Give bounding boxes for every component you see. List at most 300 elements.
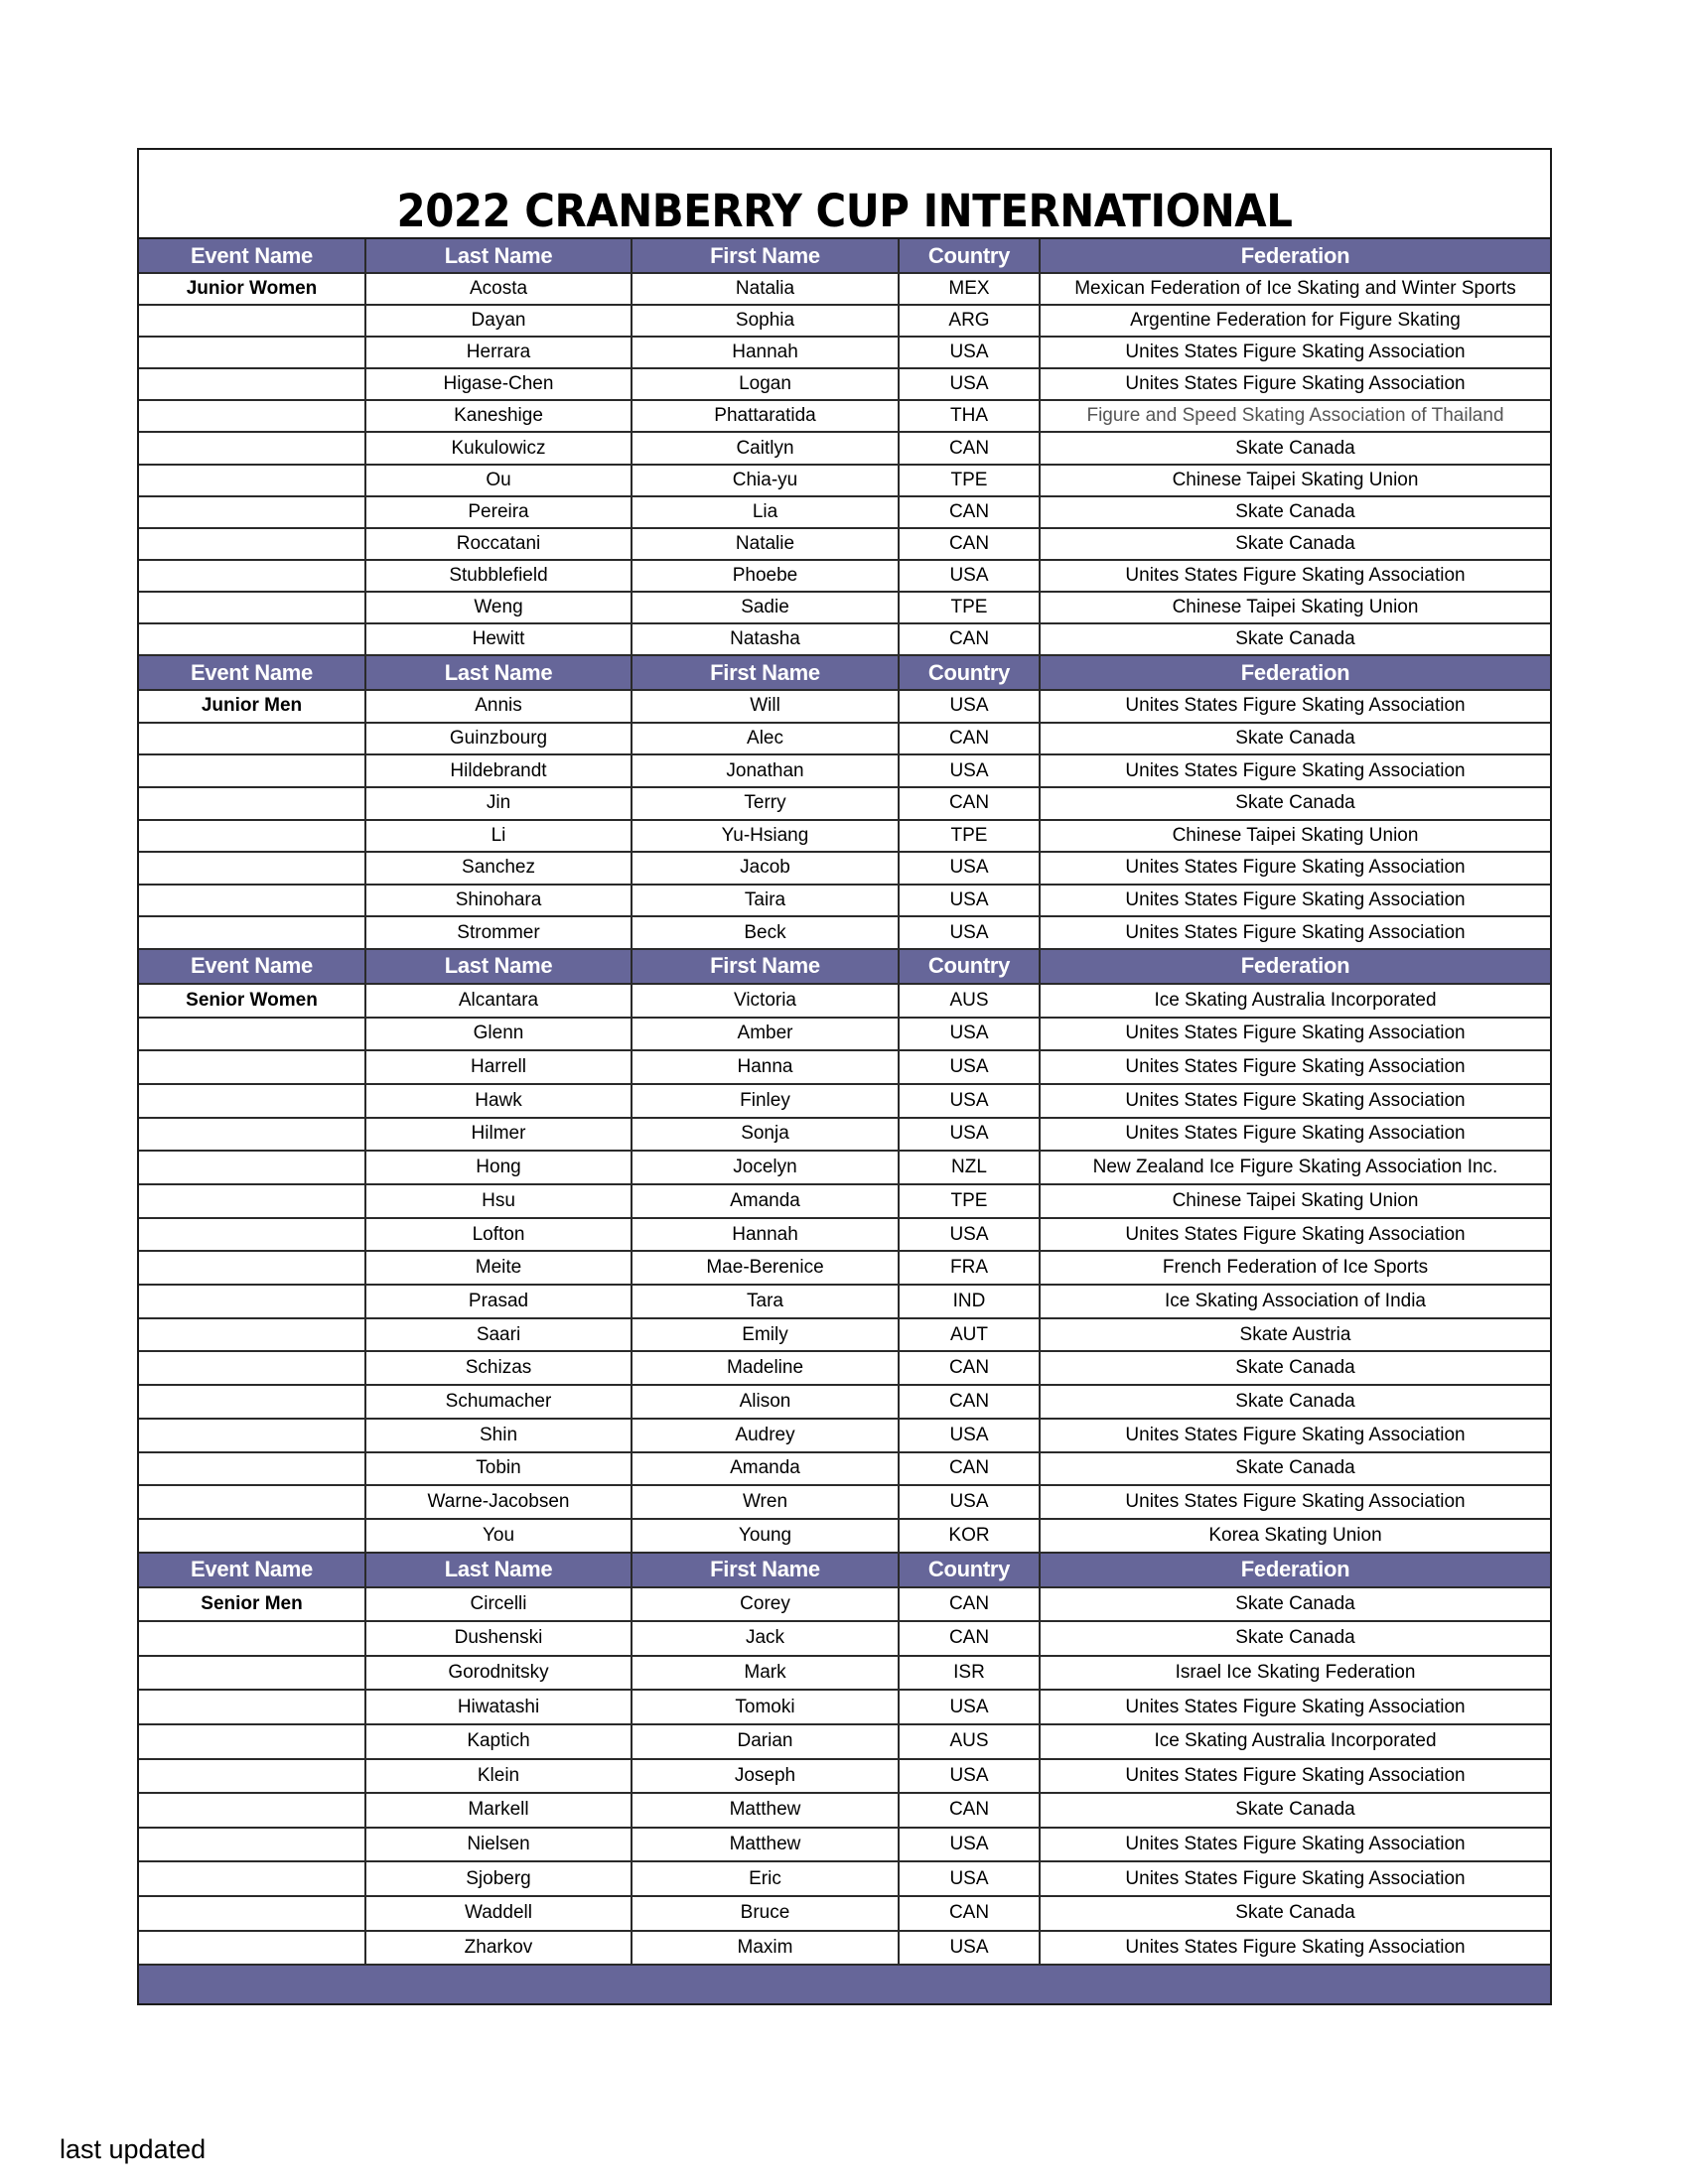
last-name-cell: Guinzbourg [366, 724, 633, 754]
last-name-cell: Acosta [366, 274, 633, 304]
federation-cell: French Federation of Ice Sports [1162, 1257, 1429, 1279]
country-cell: CAN [900, 1622, 1041, 1655]
event-name-cell [139, 1152, 366, 1183]
first-name-cell: Jacob [633, 853, 900, 884]
last-name-cell: Schizas [366, 1352, 633, 1384]
country-cell: USA [900, 1760, 1041, 1793]
last-name-cell: Hildebrandt [366, 755, 633, 786]
first-name-cell: Sophia [633, 306, 900, 336]
country-cell: CAN [900, 624, 1041, 654]
last-name-cell: Higase-Chen [366, 369, 633, 399]
last-name-cell: Pereira [366, 497, 633, 527]
last-name-cell: Herrara [366, 338, 633, 367]
federation-cell: Unites States Figure Skating Association [1125, 341, 1466, 363]
country-cell: USA [900, 917, 1041, 948]
event-name-cell [139, 1386, 366, 1418]
country-cell: AUT [900, 1319, 1041, 1351]
federation-cell: Unites States Figure Skating Association [1125, 1424, 1466, 1445]
event-name-cell [139, 1932, 366, 1965]
federation-cell: Unites States Figure Skating Association [1125, 1223, 1466, 1245]
table-row [139, 1453, 1550, 1487]
event-name-cell [139, 401, 366, 431]
last-name-cell: Harrell [366, 1051, 633, 1083]
event-name-cell [139, 593, 366, 622]
federation-cell: Unites States Figure Skating Association [1125, 921, 1466, 943]
table-row [139, 691, 1550, 724]
country-cell: TPE [900, 593, 1041, 622]
first-name-cell: Tara [633, 1286, 900, 1317]
table-row [139, 755, 1550, 788]
last-updated-label: last updated [60, 2134, 207, 2164]
country-cell: AUS [900, 985, 1041, 1017]
table-row [139, 1119, 1550, 1153]
federation-cell: Skate Canada [1235, 728, 1355, 750]
first-name-cell: Alec [633, 724, 900, 754]
first-name-cell: Phattaratida [633, 401, 900, 431]
table-row [139, 1691, 1550, 1725]
federation-cell: Unites States Figure Skating Association [1125, 373, 1466, 395]
federation-cell: Mexican Federation of Ice Skating and Winter Sports [1074, 278, 1516, 300]
first-name-cell: Corey [633, 1588, 900, 1621]
country-cell: NZL [900, 1152, 1041, 1183]
event-name-cell [139, 561, 366, 591]
first-name-cell: Natalie [633, 529, 900, 559]
event-name-cell: Junior Women [139, 274, 366, 304]
last-name-cell: Strommer [366, 917, 633, 948]
first-name-cell: Darian [633, 1725, 900, 1758]
federation-cell: Skate Canada [1235, 500, 1355, 522]
last-name-cell: Weng [366, 593, 633, 622]
last-name-cell: Schumacher [366, 1386, 633, 1418]
last-name-cell: Shin [366, 1420, 633, 1451]
federation-cell: Skate Canada [1235, 437, 1355, 459]
roster-sheet [137, 148, 1552, 2005]
first-name-cell: Natalia [633, 274, 900, 304]
table-row [139, 274, 1550, 306]
table-row [139, 1420, 1550, 1453]
event-name-cell [139, 1760, 366, 1793]
country-cell: USA [900, 1219, 1041, 1251]
column-header-federation: Federation [1240, 953, 1350, 979]
first-name-cell: Natasha [633, 624, 900, 654]
event-name-cell [139, 724, 366, 754]
column-header-first: First Name [633, 950, 900, 983]
event-name-cell [139, 1420, 366, 1451]
country-cell: CAN [900, 724, 1041, 754]
table-row [139, 788, 1550, 821]
country-cell: CAN [900, 497, 1041, 527]
table-row [139, 1829, 1550, 1863]
federation-cell: Unites States Figure Skating Association [1125, 564, 1466, 586]
table-row [139, 1386, 1550, 1420]
country-cell: IND [900, 1286, 1041, 1317]
table-row [139, 853, 1550, 886]
country-cell: USA [900, 853, 1041, 884]
country-cell: CAN [900, 433, 1041, 463]
first-name-cell: Sadie [633, 593, 900, 622]
column-header-first: First Name [633, 656, 900, 689]
table-row [139, 1185, 1550, 1219]
last-name-cell: Hawk [366, 1085, 633, 1117]
first-name-cell: Amber [633, 1019, 900, 1050]
column-header-first: First Name [633, 239, 900, 272]
event-name-cell [139, 1453, 366, 1485]
table-row [139, 529, 1550, 561]
table-row [139, 466, 1550, 497]
federation-cell: Unites States Figure Skating Association [1125, 1764, 1466, 1786]
federation-cell: Chinese Taipei Skating Union [1172, 1189, 1419, 1211]
federation-cell: Ice Skating Australia Incorporated [1154, 989, 1437, 1011]
table-row [139, 338, 1550, 369]
section-header-row [139, 239, 1550, 274]
section-header-row [139, 656, 1550, 691]
event-name-cell [139, 755, 366, 786]
table-row [139, 1794, 1550, 1829]
last-name-cell: Hiwatashi [366, 1691, 633, 1723]
column-header-federation: Federation [1240, 1557, 1350, 1582]
event-name-cell [139, 1185, 366, 1217]
country-cell: CAN [900, 1588, 1041, 1621]
section-header-row [139, 1554, 1550, 1588]
first-name-cell: Lia [633, 497, 900, 527]
first-name-cell: Hanna [633, 1051, 900, 1083]
column-header-last: Last Name [366, 1554, 633, 1586]
country-cell: CAN [900, 1794, 1041, 1827]
table-row [139, 1085, 1550, 1119]
event-name-cell: Senior Men [139, 1588, 366, 1621]
first-name-cell: Yu-Hsiang [633, 821, 900, 852]
table-row [139, 561, 1550, 593]
federation-cell: Skate Canada [1235, 532, 1355, 554]
column-header-country: Country [900, 1554, 1041, 1586]
federation-cell: Unites States Figure Skating Association [1125, 1089, 1466, 1111]
country-cell: USA [900, 886, 1041, 916]
event-name-cell [139, 1219, 366, 1251]
first-name-cell: Taira [633, 886, 900, 916]
event-name-cell [139, 1119, 366, 1151]
last-name-cell: Tobin [366, 1453, 633, 1485]
table-row [139, 886, 1550, 918]
event-name-cell [139, 624, 366, 654]
last-name-cell: Hsu [366, 1185, 633, 1217]
first-name-cell: Jocelyn [633, 1152, 900, 1183]
event-name-cell [139, 788, 366, 819]
country-cell: TPE [900, 1185, 1041, 1217]
event-name-cell [139, 466, 366, 495]
first-name-cell: Chia-yu [633, 466, 900, 495]
first-name-cell: Mark [633, 1657, 900, 1690]
page-title: 2022 CRANBERRY CUP INTERNATIONAL [396, 185, 1293, 237]
table-row [139, 1051, 1550, 1085]
event-name-cell [139, 1897, 366, 1930]
federation-cell: Skate Canada [1235, 1902, 1355, 1924]
last-name-cell: Shinohara [366, 886, 633, 916]
federation-cell: Israel Ice Skating Federation [1175, 1662, 1416, 1684]
column-header-event: Event Name [139, 1554, 366, 1586]
event-name-cell [139, 497, 366, 527]
first-name-cell: Amanda [633, 1453, 900, 1485]
last-name-cell: Klein [366, 1760, 633, 1793]
last-name-cell: Waddell [366, 1897, 633, 1930]
last-name-cell: Markell [366, 1794, 633, 1827]
first-name-cell: Caitlyn [633, 433, 900, 463]
table-row [139, 1622, 1550, 1657]
table-row [139, 1657, 1550, 1692]
federation-cell: Skate Canada [1235, 1627, 1355, 1649]
federation-cell: Ice Skating Australia Incorporated [1154, 1730, 1437, 1752]
country-cell: USA [900, 1829, 1041, 1861]
column-header-event: Event Name [139, 656, 366, 689]
first-name-cell: Young [633, 1520, 900, 1552]
country-cell: USA [900, 691, 1041, 722]
last-name-cell: Kukulowicz [366, 433, 633, 463]
federation-cell: Unites States Figure Skating Association [1125, 1696, 1466, 1717]
first-name-cell: Matthew [633, 1794, 900, 1827]
first-name-cell: Phoebe [633, 561, 900, 591]
last-name-cell: Ou [366, 466, 633, 495]
last-name-cell: Dayan [366, 306, 633, 336]
first-name-cell: Emily [633, 1319, 900, 1351]
country-cell: CAN [900, 1453, 1041, 1485]
country-cell: ARG [900, 306, 1041, 336]
first-name-cell: Wren [633, 1486, 900, 1518]
column-header-event: Event Name [139, 950, 366, 983]
country-cell: CAN [900, 788, 1041, 819]
first-name-cell: Amanda [633, 1185, 900, 1217]
table-row [139, 1352, 1550, 1386]
table-row [139, 593, 1550, 624]
first-name-cell: Terry [633, 788, 900, 819]
country-cell: USA [900, 561, 1041, 591]
federation-cell: Skate Canada [1235, 1457, 1355, 1479]
table-row [139, 724, 1550, 756]
table-row [139, 306, 1550, 338]
table-row [139, 821, 1550, 854]
federation-cell: Unites States Figure Skating Association [1125, 1834, 1466, 1855]
country-cell: CAN [900, 1352, 1041, 1384]
last-name-cell: Hilmer [366, 1119, 633, 1151]
event-name-cell [139, 338, 366, 367]
last-name-cell: Glenn [366, 1019, 633, 1050]
last-name-cell: Kaptich [366, 1725, 633, 1758]
country-cell: USA [900, 1119, 1041, 1151]
federation-cell: Skate Canada [1235, 1592, 1355, 1614]
last-name-cell: Sjoberg [366, 1862, 633, 1895]
first-name-cell: Jack [633, 1622, 900, 1655]
event-name-cell [139, 529, 366, 559]
federation-cell: Skate Austria [1239, 1323, 1351, 1345]
table-row [139, 1152, 1550, 1185]
federation-cell: Skate Canada [1235, 628, 1355, 650]
column-header-last: Last Name [366, 950, 633, 983]
first-name-cell: Mae-Berenice [633, 1252, 900, 1284]
federation-cell: Unites States Figure Skating Association [1125, 1056, 1466, 1078]
country-cell: USA [900, 369, 1041, 399]
federation-cell: Argentine Federation for Figure Skating [1130, 310, 1461, 332]
event-name-cell [139, 1252, 366, 1284]
country-cell: USA [900, 1051, 1041, 1083]
country-cell: USA [900, 1691, 1041, 1723]
first-name-cell: Matthew [633, 1829, 900, 1861]
federation-cell: Unites States Figure Skating Association [1125, 1867, 1466, 1889]
country-cell: TPE [900, 821, 1041, 852]
table-row [139, 1897, 1550, 1932]
event-name-cell [139, 369, 366, 399]
event-name-cell: Junior Men [139, 691, 366, 722]
first-name-cell: Hannah [633, 1219, 900, 1251]
federation-cell: Skate Canada [1235, 1799, 1355, 1821]
country-cell: CAN [900, 529, 1041, 559]
event-name-cell [139, 1286, 366, 1317]
country-cell: USA [900, 1486, 1041, 1518]
country-cell: CAN [900, 1897, 1041, 1930]
federation-cell: Unites States Figure Skating Association [1125, 1123, 1466, 1145]
federation-cell: Skate Canada [1235, 792, 1355, 814]
federation-cell: Unites States Figure Skating Association [1125, 888, 1466, 910]
first-name-cell: Alison [633, 1386, 900, 1418]
last-name-cell: Lofton [366, 1219, 633, 1251]
first-name-cell: Madeline [633, 1352, 900, 1384]
federation-cell: Figure and Speed Skating Association of Thailand [1086, 405, 1504, 427]
federation-cell: Skate Canada [1235, 1357, 1355, 1379]
country-cell: FRA [900, 1252, 1041, 1284]
table-row [139, 1286, 1550, 1319]
federation-cell: Ice Skating Association of India [1165, 1290, 1426, 1311]
last-name-cell: Roccatani [366, 529, 633, 559]
federation-cell: Skate Canada [1235, 1390, 1355, 1412]
table-row [139, 985, 1550, 1019]
federation-cell: Unites States Figure Skating Association [1125, 1491, 1466, 1513]
table-row [139, 624, 1550, 656]
footer-bar [139, 1966, 1550, 2003]
country-cell: USA [900, 1019, 1041, 1050]
table-row [139, 1588, 1550, 1623]
federation-cell: New Zealand Ice Figure Skating Association Inc. [1092, 1157, 1498, 1178]
event-name-cell [139, 917, 366, 948]
column-header-event: Event Name [139, 239, 366, 272]
first-name-cell: Hannah [633, 338, 900, 367]
first-name-cell: Will [633, 691, 900, 722]
event-name-cell [139, 886, 366, 916]
federation-cell: Korea Skating Union [1208, 1524, 1382, 1546]
last-name-cell: Gorodnitsky [366, 1657, 633, 1690]
last-name-cell: Stubblefield [366, 561, 633, 591]
country-cell: KOR [900, 1520, 1041, 1552]
last-name-cell: Li [366, 821, 633, 852]
event-name-cell [139, 1019, 366, 1050]
first-name-cell: Jonathan [633, 755, 900, 786]
last-name-cell: Sanchez [366, 853, 633, 884]
last-name-cell: Hong [366, 1152, 633, 1183]
column-header-last: Last Name [366, 239, 633, 272]
event-name-cell [139, 821, 366, 852]
country-cell: USA [900, 1420, 1041, 1451]
first-name-cell: Victoria [633, 985, 900, 1017]
event-name-cell [139, 853, 366, 884]
federation-cell: Unites States Figure Skating Association [1125, 1936, 1466, 1958]
table-row [139, 1932, 1550, 1967]
first-name-cell: Tomoki [633, 1691, 900, 1723]
first-name-cell: Beck [633, 917, 900, 948]
last-name-cell: Meite [366, 1252, 633, 1284]
federation-cell: Unites States Figure Skating Association [1125, 857, 1466, 879]
first-name-cell: Sonja [633, 1119, 900, 1151]
first-name-cell: Bruce [633, 1897, 900, 1930]
event-name-cell [139, 1829, 366, 1861]
last-name-cell: Circelli [366, 1588, 633, 1621]
last-name-cell: Warne-Jacobsen [366, 1486, 633, 1518]
last-name-cell: Annis [366, 691, 633, 722]
first-name-cell: Logan [633, 369, 900, 399]
roster-table [139, 239, 1550, 1966]
column-header-country: Country [900, 239, 1041, 272]
first-name-cell: Joseph [633, 1760, 900, 1793]
last-name-cell: Kaneshige [366, 401, 633, 431]
country-cell: MEX [900, 274, 1041, 304]
event-name-cell [139, 1319, 366, 1351]
table-row [139, 1520, 1550, 1554]
table-row [139, 1486, 1550, 1520]
last-name-cell: You [366, 1520, 633, 1552]
table-row [139, 917, 1550, 950]
event-name-cell [139, 433, 366, 463]
table-row [139, 1725, 1550, 1760]
first-name-cell: Eric [633, 1862, 900, 1895]
event-name-cell [139, 1085, 366, 1117]
federation-cell: Unites States Figure Skating Association [1125, 759, 1466, 781]
column-header-first: First Name [633, 1554, 900, 1586]
column-header-federation: Federation [1240, 242, 1350, 268]
last-name-cell: Nielsen [366, 1829, 633, 1861]
table-row [139, 369, 1550, 401]
table-row [139, 1219, 1550, 1253]
event-name-cell [139, 1691, 366, 1723]
first-name-cell: Finley [633, 1085, 900, 1117]
table-row [139, 1760, 1550, 1795]
table-row [139, 433, 1550, 465]
country-cell: THA [900, 401, 1041, 431]
last-name-cell: Alcantara [366, 985, 633, 1017]
table-row [139, 497, 1550, 529]
last-name-cell: Hewitt [366, 624, 633, 654]
country-cell: USA [900, 1932, 1041, 1965]
last-name-cell: Zharkov [366, 1932, 633, 1965]
last-name-cell: Dushenski [366, 1622, 633, 1655]
country-cell: ISR [900, 1657, 1041, 1690]
event-name-cell [139, 1794, 366, 1827]
last-name-cell: Jin [366, 788, 633, 819]
event-name-cell [139, 1862, 366, 1895]
event-name-cell [139, 1725, 366, 1758]
column-header-federation: Federation [1240, 659, 1350, 685]
column-header-country: Country [900, 656, 1041, 689]
federation-cell: Unites States Figure Skating Association [1125, 1023, 1466, 1044]
last-name-cell: Saari [366, 1319, 633, 1351]
country-cell: USA [900, 338, 1041, 367]
event-name-cell [139, 1657, 366, 1690]
federation-cell: Chinese Taipei Skating Union [1172, 824, 1419, 846]
table-row [139, 1019, 1550, 1052]
event-name-cell [139, 1520, 366, 1552]
first-name-cell: Audrey [633, 1420, 900, 1451]
country-cell: USA [900, 1862, 1041, 1895]
section-header-row [139, 950, 1550, 985]
event-name-cell: Senior Women [139, 985, 366, 1017]
first-name-cell: Maxim [633, 1932, 900, 1965]
table-row [139, 1319, 1550, 1353]
event-name-cell [139, 1622, 366, 1655]
event-name-cell [139, 306, 366, 336]
